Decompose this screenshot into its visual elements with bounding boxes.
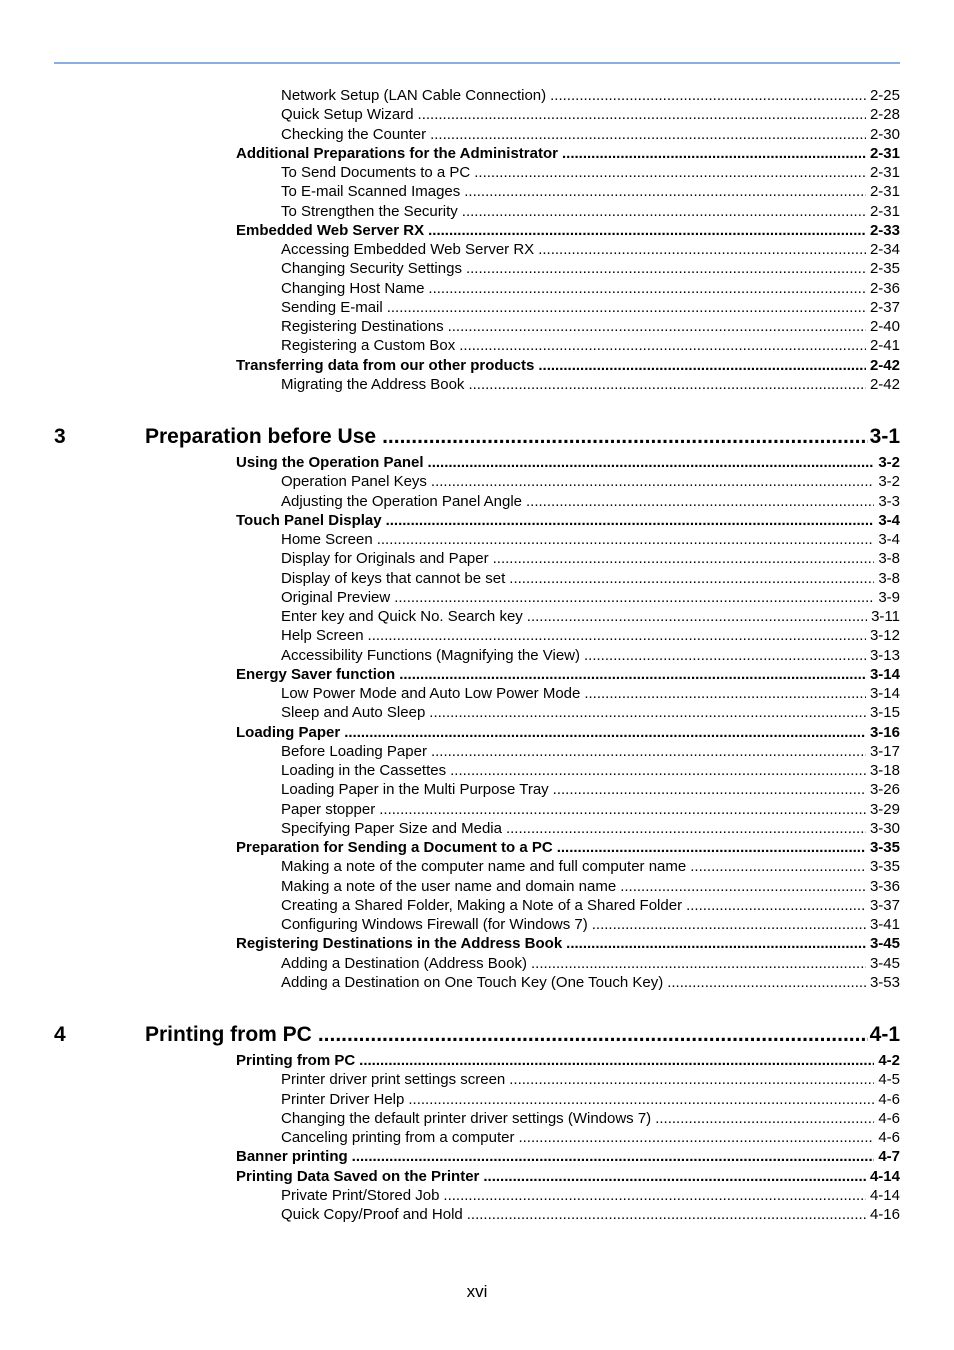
toc-entry-page: 2-31 bbox=[869, 164, 900, 181]
toc-entry-title: Adjusting the Operation Panel Angle bbox=[281, 492, 523, 510]
dot-leader bbox=[430, 125, 866, 144]
dot-leader bbox=[553, 780, 866, 799]
toc-entry-page: 2-31 bbox=[869, 202, 900, 220]
toc-entry-title: Enter key and Quick No. Search key bbox=[281, 608, 523, 625]
dot-leader bbox=[538, 356, 866, 375]
dot-leader bbox=[448, 317, 866, 336]
toc-subsection-entry[interactable] bbox=[281, 492, 900, 511]
toc-entry-title: Printing from PC bbox=[145, 1023, 312, 1046]
dot-leader bbox=[538, 240, 866, 259]
toc-subsection-entry[interactable] bbox=[281, 317, 900, 336]
toc-entry-page: 2-31 bbox=[869, 183, 900, 201]
dot-leader bbox=[686, 896, 866, 915]
toc-subsection-entry[interactable] bbox=[281, 1090, 900, 1109]
toc-entry-title: Embedded Web Server RX bbox=[236, 221, 425, 239]
toc-entry-title: Low Power Mode and Auto Low Power Mode bbox=[281, 685, 581, 702]
dot-leader bbox=[667, 973, 866, 992]
toc-entry-title: Sending E-mail bbox=[281, 298, 383, 316]
dot-leader bbox=[527, 607, 867, 626]
toc-entry-page: 3-18 bbox=[869, 762, 900, 779]
toc-entry-title: Display for Originals and Paper bbox=[281, 550, 489, 568]
dot-leader bbox=[509, 569, 874, 588]
toc-entry-title: Registering Destinations bbox=[281, 318, 444, 335]
toc-entry-title: Energy Saver function bbox=[236, 665, 396, 683]
toc-entry-page: 4-16 bbox=[869, 1206, 900, 1223]
toc-entry-page: 4-6 bbox=[878, 1109, 900, 1127]
toc-entry-title: Printing from PC bbox=[236, 1052, 356, 1069]
dot-leader bbox=[468, 375, 866, 394]
toc-subsection-entry[interactable] bbox=[281, 336, 900, 355]
toc-subsection-entry[interactable] bbox=[281, 240, 900, 259]
toc-entry-page: 3-9 bbox=[878, 588, 900, 606]
toc-entry-title: Printer driver print settings screen bbox=[281, 1071, 506, 1089]
toc-subsection-entry[interactable] bbox=[281, 1205, 900, 1224]
dot-leader bbox=[377, 530, 875, 549]
toc-entry-page: 4-6 bbox=[878, 1129, 900, 1146]
toc-entry-page: 3-1 bbox=[869, 425, 900, 448]
toc-entry-title: Registering Destinations in the Address Book bbox=[236, 935, 563, 953]
toc-entry-page: 3-35 bbox=[869, 839, 900, 856]
toc-subsection-entry[interactable] bbox=[281, 1128, 900, 1147]
toc-entry-page: 3-14 bbox=[869, 685, 900, 702]
toc-entry-page: 4-6 bbox=[878, 1090, 900, 1108]
toc-entry-page: 3-15 bbox=[869, 704, 900, 722]
toc-entry-title: Making a note of the computer name and full computer name bbox=[281, 858, 687, 876]
dot-leader bbox=[557, 838, 866, 857]
toc-subsection-entry[interactable] bbox=[281, 279, 900, 298]
toc-entry-title: Help Screen bbox=[281, 627, 364, 645]
dot-leader bbox=[518, 1128, 874, 1147]
toc-section-entry[interactable] bbox=[236, 511, 900, 530]
chapter-number: 3 bbox=[54, 425, 66, 448]
dot-leader bbox=[386, 511, 875, 530]
toc-entry-page: 2-42 bbox=[869, 375, 900, 393]
toc-entry-title: To Strengthen the Security bbox=[281, 202, 458, 220]
toc-subsection-entry[interactable] bbox=[281, 105, 900, 124]
toc-entry-title: To Send Documents to a PC bbox=[281, 164, 471, 181]
dot-leader bbox=[509, 1070, 874, 1089]
dot-leader bbox=[359, 1051, 874, 1070]
toc-entry-title: Paper stopper bbox=[281, 800, 376, 818]
toc-entry-title: Preparation before Use bbox=[145, 425, 377, 448]
toc-subsection-entry[interactable] bbox=[281, 1109, 900, 1128]
toc-entry-title: Preparation for Sending a Document to a PC bbox=[236, 839, 553, 856]
dot-leader bbox=[429, 703, 866, 722]
toc-subsection-entry[interactable] bbox=[281, 877, 900, 896]
toc-entry-page: 3-36 bbox=[869, 877, 900, 895]
dot-leader bbox=[428, 453, 875, 472]
toc-subsection-entry[interactable] bbox=[281, 298, 900, 317]
toc-subsection-entry[interactable] bbox=[281, 202, 900, 221]
toc-subsection-entry[interactable] bbox=[281, 626, 900, 645]
chapter-number: 4 bbox=[54, 1023, 66, 1046]
toc-entry-page: 4-7 bbox=[878, 1148, 900, 1166]
toc-subsection-entry[interactable] bbox=[281, 973, 900, 992]
toc-subsection-entry[interactable] bbox=[281, 549, 900, 568]
toc-entry-page: 3-35 bbox=[869, 858, 900, 876]
toc-entry-title: Changing Security Settings bbox=[281, 260, 462, 278]
toc-entry-page: 2-41 bbox=[869, 337, 900, 355]
dot-leader bbox=[483, 1167, 866, 1186]
dot-leader bbox=[566, 934, 866, 953]
toc-entry-page: 2-35 bbox=[869, 260, 900, 278]
dot-leader bbox=[344, 723, 866, 742]
dot-leader bbox=[655, 1109, 874, 1128]
toc-entry-title: To E-mail Scanned Images bbox=[281, 183, 461, 201]
dot-leader bbox=[399, 665, 866, 684]
toc-entry-title: Display of keys that cannot be set bbox=[281, 569, 506, 587]
toc-chapter-entry[interactable] bbox=[145, 424, 900, 450]
toc-subsection-entry[interactable] bbox=[281, 375, 900, 394]
dot-leader bbox=[382, 424, 868, 450]
toc-entry-title: Registering a Custom Box bbox=[281, 337, 456, 355]
dot-leader bbox=[379, 800, 866, 819]
toc-section-entry[interactable] bbox=[236, 723, 900, 742]
toc-subsection-entry[interactable] bbox=[281, 530, 900, 549]
toc-entry-page: 3-45 bbox=[869, 954, 900, 972]
toc-subsection-entry[interactable] bbox=[281, 800, 900, 819]
toc-entry-page: 3-13 bbox=[869, 646, 900, 664]
dot-leader bbox=[428, 221, 866, 240]
toc-entry-title: Changing Host Name bbox=[281, 279, 425, 297]
dot-leader bbox=[506, 819, 866, 838]
toc-entry-title: Touch Panel Display bbox=[236, 511, 382, 529]
dot-leader bbox=[387, 298, 866, 317]
toc-entry-page: 2-33 bbox=[869, 221, 900, 239]
toc-entry-page: 3-2 bbox=[878, 454, 900, 471]
toc-entry-title: Making a note of the user name and domain name bbox=[281, 877, 617, 895]
dot-leader bbox=[467, 1205, 866, 1224]
dot-leader bbox=[443, 1186, 866, 1205]
toc-entry-title: Quick Setup Wizard bbox=[281, 106, 414, 124]
toc-entry-title: Banner printing bbox=[236, 1148, 348, 1166]
dot-leader bbox=[368, 626, 866, 645]
toc-entry-page: 4-2 bbox=[878, 1052, 900, 1069]
toc-subsection-entry[interactable] bbox=[281, 182, 900, 201]
toc-entry-page: 4-5 bbox=[878, 1071, 900, 1089]
toc-entry-page: 3-29 bbox=[869, 800, 900, 818]
toc-entry-page: 3-11 bbox=[871, 608, 900, 625]
toc-entry-title: Adding a Destination (Address Book) bbox=[281, 954, 527, 972]
dot-leader bbox=[592, 915, 866, 934]
dot-leader bbox=[431, 472, 874, 491]
dot-leader bbox=[584, 684, 866, 703]
toc-entry-page: 3-53 bbox=[869, 973, 900, 991]
dot-leader bbox=[474, 163, 866, 182]
toc-entry-title: Network Setup (LAN Cable Connection) bbox=[281, 87, 547, 104]
toc-entry-page: 3-12 bbox=[869, 627, 900, 645]
toc-subsection-entry[interactable] bbox=[281, 607, 900, 626]
toc-entry-page: 4-1 bbox=[869, 1023, 900, 1046]
dot-leader bbox=[531, 954, 866, 973]
dot-leader bbox=[450, 761, 866, 780]
toc-subsection-entry[interactable] bbox=[281, 761, 900, 780]
dot-leader bbox=[690, 857, 866, 876]
toc-subsection-entry[interactable] bbox=[281, 819, 900, 838]
toc-section-entry[interactable] bbox=[236, 221, 900, 240]
toc-entry-page: 2-40 bbox=[869, 318, 900, 335]
toc-entry-title: Adding a Destination on One Touch Key (One Touch Key) bbox=[281, 973, 664, 991]
toc-section-entry[interactable] bbox=[236, 356, 900, 375]
dot-leader bbox=[562, 144, 866, 163]
toc-entry-title: Loading Paper bbox=[236, 723, 341, 741]
toc-entry-page: 4-14 bbox=[869, 1167, 900, 1185]
toc-section-entry[interactable] bbox=[236, 1167, 900, 1186]
toc-entry-title: Original Preview bbox=[281, 588, 391, 606]
toc-subsection-entry[interactable] bbox=[281, 1186, 900, 1205]
toc-entry-title: Configuring Windows Firewall (for Windows 7) bbox=[281, 916, 588, 933]
dot-leader bbox=[418, 105, 866, 124]
header-rule bbox=[54, 62, 900, 64]
dot-leader bbox=[550, 86, 866, 105]
dot-leader bbox=[408, 1090, 874, 1109]
toc-entry-title: Accessibility Functions (Magnifying the View) bbox=[281, 646, 581, 664]
toc-entry-page: 2-37 bbox=[869, 298, 900, 316]
toc-subsection-entry[interactable] bbox=[281, 780, 900, 799]
toc-chapter-entry[interactable] bbox=[145, 1022, 900, 1048]
toc-entry-page: 2-30 bbox=[869, 125, 900, 143]
toc-section-entry[interactable] bbox=[236, 665, 900, 684]
toc-subsection-entry[interactable] bbox=[281, 569, 900, 588]
toc-entry-page: 3-30 bbox=[869, 819, 900, 837]
toc-entry-title: Specifying Paper Size and Media bbox=[281, 819, 502, 837]
toc-entry-page: 3-17 bbox=[869, 742, 900, 760]
toc-entry-page: 2-31 bbox=[869, 144, 900, 162]
dot-leader bbox=[318, 1022, 868, 1048]
toc-subsection-entry[interactable] bbox=[281, 259, 900, 278]
toc-entry-page: 3-26 bbox=[869, 781, 900, 799]
dot-leader bbox=[464, 182, 866, 201]
toc-subsection-entry[interactable] bbox=[281, 86, 900, 105]
dot-leader bbox=[493, 549, 875, 568]
toc-entry-title: Private Print/Stored Job bbox=[281, 1186, 440, 1204]
toc-entry-page: 2-25 bbox=[869, 87, 900, 104]
dot-leader bbox=[394, 588, 874, 607]
toc-entry-page: 3-16 bbox=[869, 723, 900, 741]
toc-section-entry[interactable] bbox=[236, 453, 900, 472]
toc-entry-page: 3-3 bbox=[878, 492, 900, 510]
toc-entry-title: Sleep and Auto Sleep bbox=[281, 704, 426, 722]
toc-entry-title: Home Screen bbox=[281, 531, 373, 548]
toc-entry-page: 2-34 bbox=[869, 241, 900, 258]
toc-section-entry[interactable] bbox=[236, 144, 900, 163]
toc-entry-title: Before Loading Paper bbox=[281, 742, 427, 760]
toc-entry-title: Additional Preparations for the Administrator bbox=[236, 144, 558, 162]
toc-subsection-entry[interactable] bbox=[281, 703, 900, 722]
dot-leader bbox=[459, 336, 866, 355]
toc-subsection-entry[interactable] bbox=[281, 472, 900, 491]
toc-entry-page: 2-42 bbox=[869, 356, 900, 374]
toc-subsection-entry[interactable] bbox=[281, 896, 900, 915]
toc-section-entry[interactable] bbox=[236, 934, 900, 953]
toc-entry-page: 3-8 bbox=[878, 569, 900, 587]
toc-subsection-entry[interactable] bbox=[281, 646, 900, 665]
toc-entry-title: Loading in the Cassettes bbox=[281, 762, 447, 779]
toc-entry-page: 2-36 bbox=[869, 279, 900, 297]
toc-entry-page: 3-4 bbox=[878, 531, 900, 548]
toc-entry-page: 3-4 bbox=[878, 511, 900, 529]
toc-subsection-entry[interactable] bbox=[281, 915, 900, 934]
toc-subsection-entry[interactable] bbox=[281, 857, 900, 876]
dot-leader bbox=[466, 259, 866, 278]
dot-leader bbox=[431, 742, 866, 761]
toc-entry-page: 3-41 bbox=[869, 916, 900, 933]
toc-entry-title: Migrating the Address Book bbox=[281, 375, 465, 393]
toc-subsection-entry[interactable] bbox=[281, 125, 900, 144]
toc-entry-title: Loading Paper in the Multi Purpose Tray bbox=[281, 781, 549, 799]
dot-leader bbox=[352, 1147, 875, 1166]
dot-leader bbox=[428, 279, 866, 298]
toc-section-entry[interactable] bbox=[236, 1147, 900, 1166]
toc-subsection-entry[interactable] bbox=[281, 163, 900, 182]
toc-entry-title: Printing Data Saved on the Printer bbox=[236, 1167, 480, 1185]
toc-entry-title: Changing the default printer driver settings (Windows 7) bbox=[281, 1109, 652, 1127]
toc-subsection-entry[interactable] bbox=[281, 588, 900, 607]
toc-entry-title: Transferring data from our other products bbox=[236, 356, 535, 374]
toc-entry-page: 3-14 bbox=[869, 665, 900, 683]
toc-subsection-entry[interactable] bbox=[281, 684, 900, 703]
toc-entry-page: 3-37 bbox=[869, 896, 900, 914]
toc-section-entry[interactable] bbox=[236, 1051, 900, 1070]
toc-section-entry[interactable] bbox=[236, 838, 900, 857]
dot-leader bbox=[620, 877, 866, 896]
toc-entry-page: 2-28 bbox=[869, 106, 900, 124]
toc-entry-page: 3-2 bbox=[878, 473, 900, 491]
page-number: xvi bbox=[466, 1282, 488, 1301]
toc-entry-title: Accessing Embedded Web Server RX bbox=[281, 241, 535, 258]
toc-entry-page: 3-8 bbox=[878, 550, 900, 568]
toc-entry-title: Canceling printing from a computer bbox=[281, 1129, 515, 1146]
toc-entry-page: 4-14 bbox=[869, 1186, 900, 1204]
toc-entry-title: Quick Copy/Proof and Hold bbox=[281, 1206, 463, 1223]
toc-subsection-entry[interactable] bbox=[281, 954, 900, 973]
toc-entry-title: Checking the Counter bbox=[281, 125, 427, 143]
dot-leader bbox=[584, 646, 866, 665]
toc-entry-title: Operation Panel Keys bbox=[281, 473, 427, 491]
toc-subsection-entry[interactable] bbox=[281, 1070, 900, 1089]
toc-entry-title: Using the Operation Panel bbox=[236, 454, 424, 471]
dot-leader bbox=[462, 202, 866, 221]
toc-entry-page: 3-45 bbox=[869, 935, 900, 953]
toc-entry-title: Printer Driver Help bbox=[281, 1090, 405, 1108]
toc-subsection-entry[interactable] bbox=[281, 742, 900, 761]
toc-entry-title: Creating a Shared Folder, Making a Note of a Shared Folder bbox=[281, 896, 683, 914]
dot-leader bbox=[526, 492, 874, 511]
